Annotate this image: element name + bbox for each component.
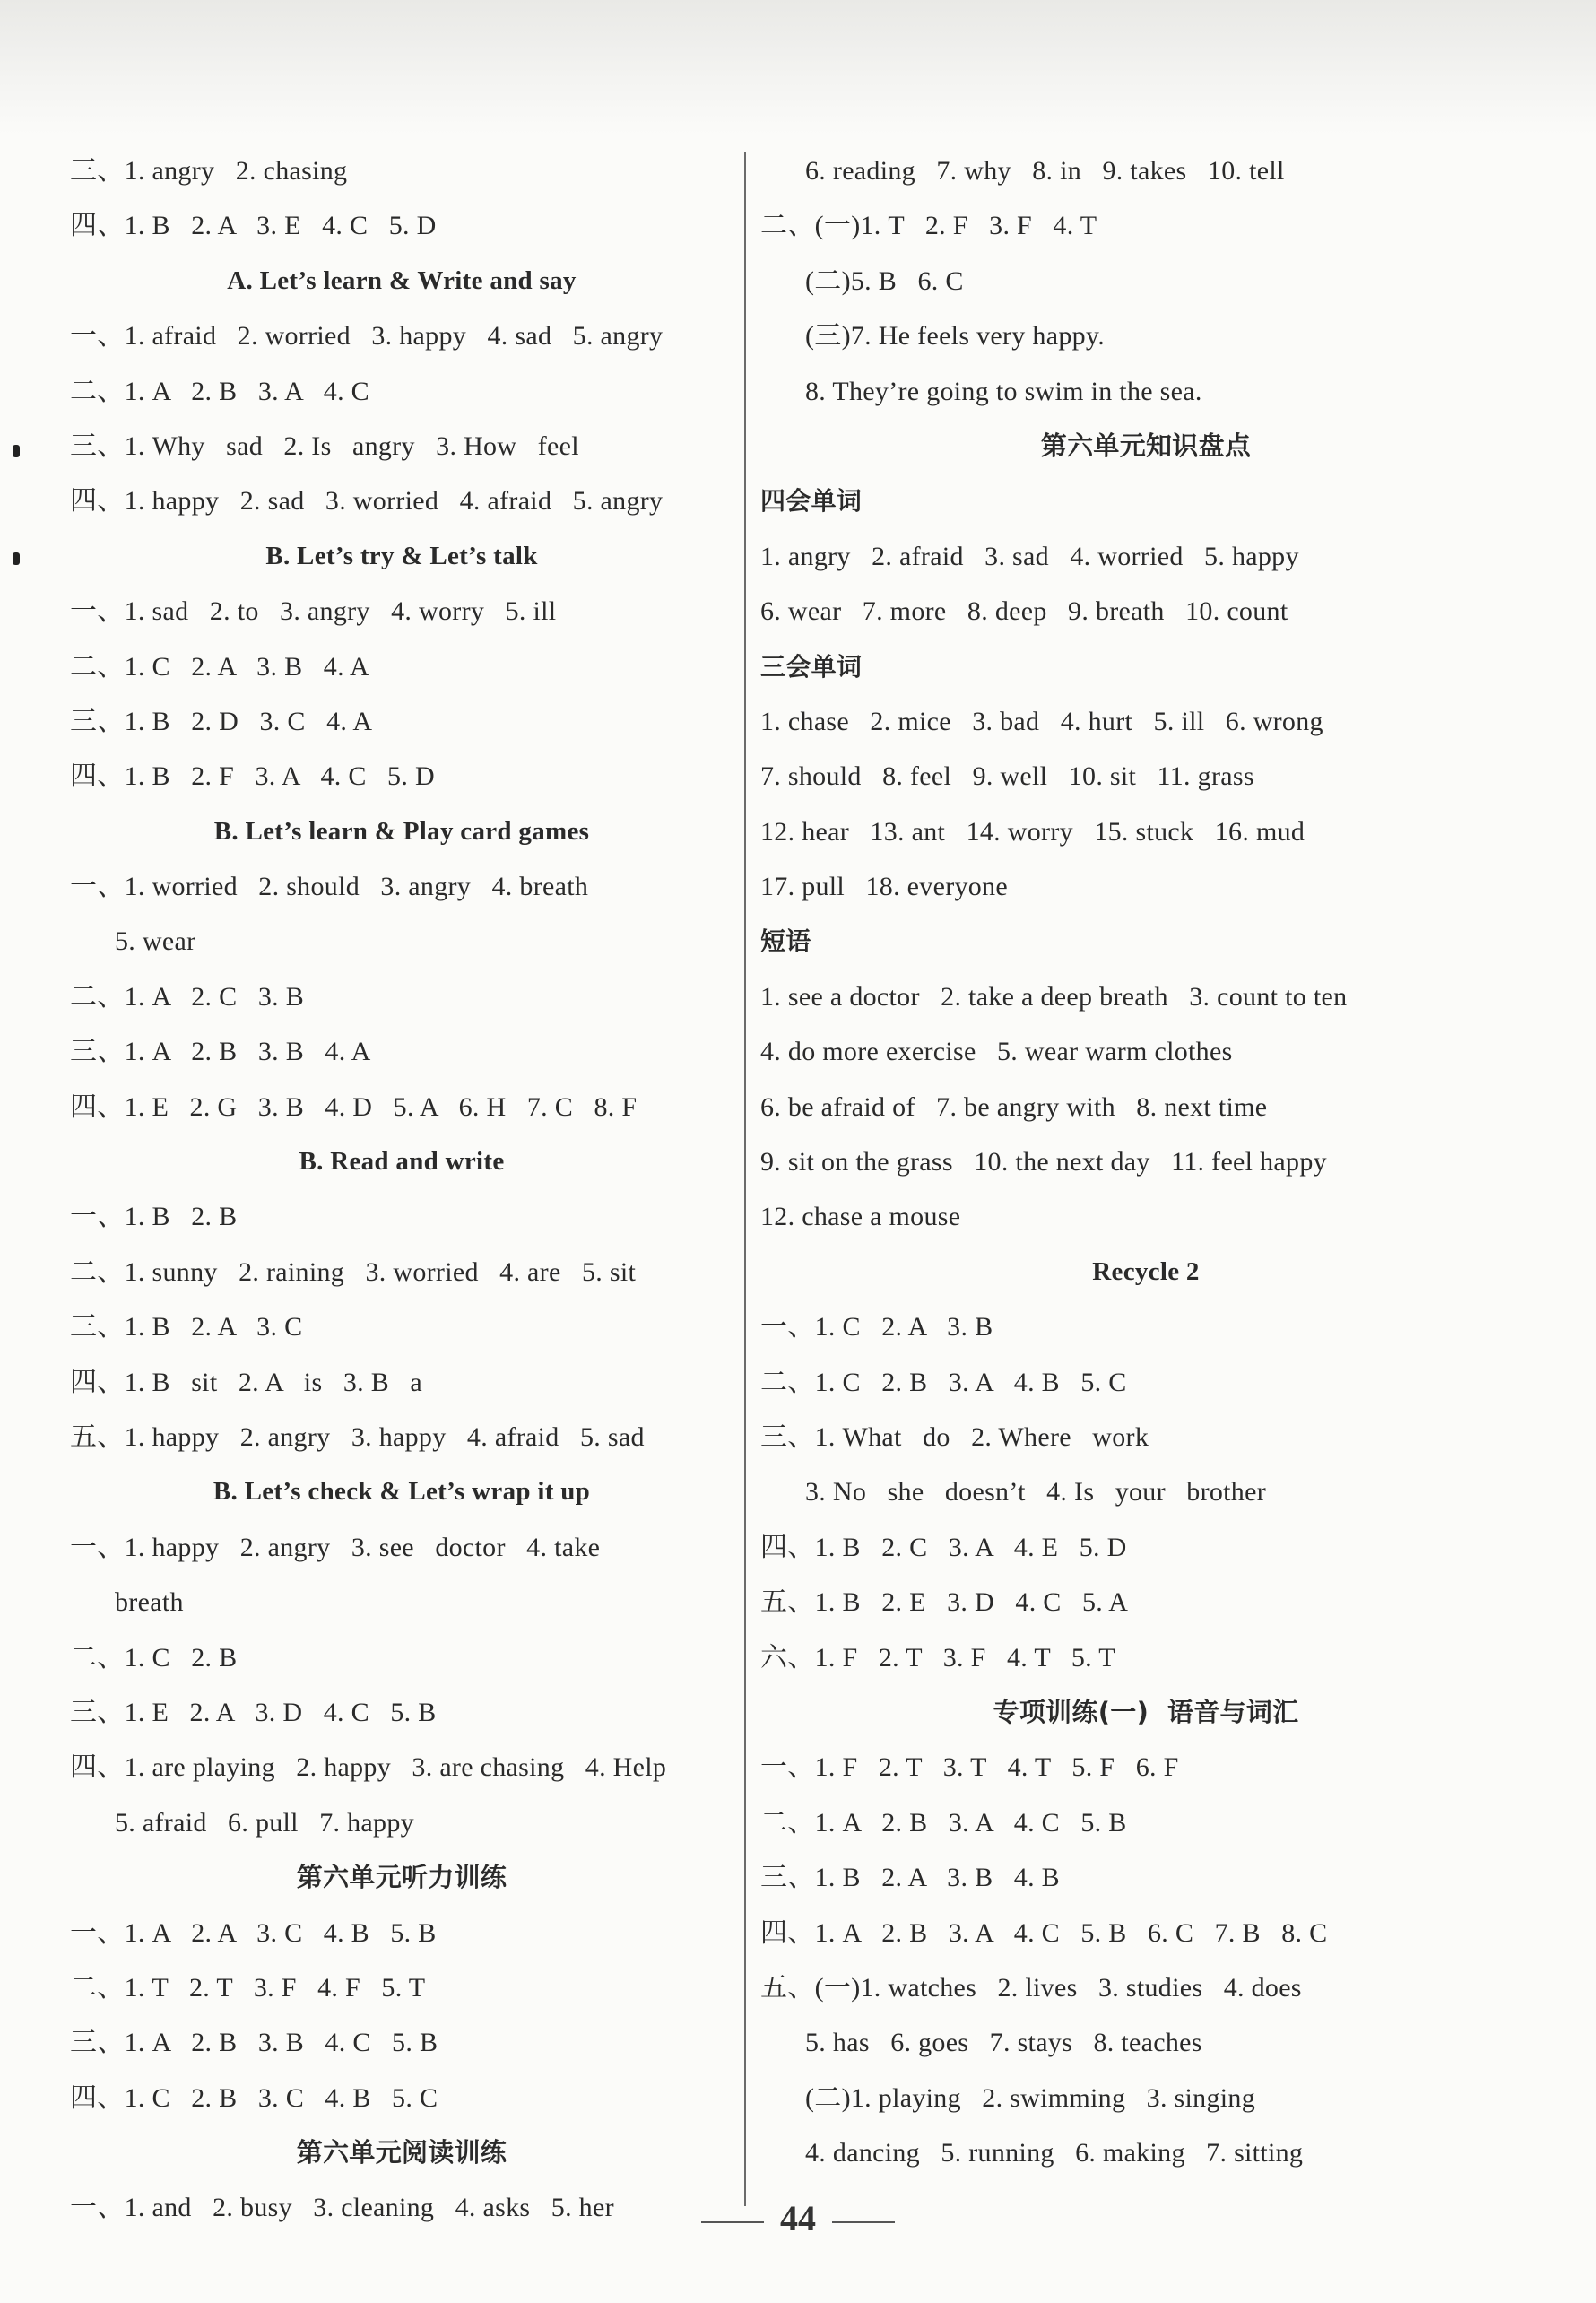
answer-column-left [70, 143, 733, 2236]
answer-line: 17. pull 18. everyone [760, 872, 1009, 902]
answer-line: 五、1. happy 2. angry 3. happy 4. afraid 5. sad [70, 1421, 645, 1452]
answer-line: 四、1. B 2. A 3. E 4. C 5. D [70, 211, 437, 241]
vocab-label: 三会单词 [760, 651, 863, 682]
answer-line: 二、(一)1. T 2. F 3. F 4. T [760, 211, 1097, 241]
answer-line: 一、1. afraid 2. worried 3. happy 4. sad 5. angry [70, 321, 664, 352]
answer-line-continued: breath [115, 1587, 184, 1618]
answer-line: 二、1. T 2. T 3. F 4. F 5. T [70, 1972, 426, 2003]
answer-line: 6. wear 7. more 8. deep 9. breath 10. count [760, 596, 1288, 627]
answer-line: 三、1. B 2. D 3. C 4. A [70, 706, 373, 736]
section-heading: 第六单元听力训练 [296, 1862, 507, 1893]
answer-line: 三、1. A 2. B 3. B 4. C 5. B [70, 2028, 438, 2058]
page-number-dash-right [832, 2221, 895, 2223]
answer-line: 四、1. happy 2. sad 3. worried 4. afraid 5. angry [70, 486, 664, 517]
answer-line: 7. should 8. feel 9. well 10. sit 11. grass [760, 761, 1254, 792]
answer-line: 一、1. B 2. B [70, 1202, 238, 1232]
answer-line: 二、1. A 2. B 3. A 4. C 5. B [760, 1807, 1127, 1838]
answer-line: 一、1. worried 2. should 3. angry 4. breath [70, 872, 589, 902]
answer-line: 三、1. B 2. A 3. C [70, 1312, 303, 1343]
answer-line: 三、1. B 2. A 3. B 4. B [760, 1863, 1060, 1893]
answer-line-continued: 5. afraid 6. pull 7. happy [115, 1807, 414, 1838]
page-top-band [0, 0, 1596, 135]
column-divider [744, 152, 746, 2206]
vocab-label: 短语 [760, 926, 811, 957]
section-heading: 专项训练(一) 语音与词汇 [993, 1696, 1299, 1727]
answer-line: 1. angry 2. afraid 3. sad 4. worried 5. happy [760, 541, 1299, 571]
answer-line: 四、1. B 2. C 3. A 4. E 5. D [760, 1532, 1127, 1562]
answer-line: 二、1. A 2. C 3. B [70, 981, 305, 1012]
answer-line: 四、1. E 2. G 3. B 4. D 5. A 6. H 7. C 8. F [70, 1091, 638, 1122]
answer-line: 一、1. happy 2. angry 3. see doctor 4. take [70, 1532, 601, 1562]
answer-line: 一、1. and 2. busy 3. cleaning 4. asks 5. her [70, 2193, 614, 2223]
answer-line: 二、1. C 2. B [70, 1642, 238, 1673]
answer-line: 一、1. F 2. T 3. T 4. T 5. F 6. F [760, 1752, 1179, 1783]
answer-line: 四、1. B sit 2. A is 3. B a [70, 1367, 423, 1397]
section-heading: Recycle 2 [1092, 1256, 1200, 1286]
section-heading: B. Let’s check & Let’s wrap it up [213, 1477, 591, 1507]
answer-line: 四、1. A 2. B 3. A 4. C 5. B 6. C 7. B 8. C [760, 1917, 1328, 1948]
page-number [0, 2197, 1596, 2239]
answer-line: 二、1. C 2. A 3. B 4. A [70, 651, 369, 682]
answer-line-continued: 6. reading 7. why 8. in 9. takes 10. tell [805, 156, 1285, 186]
answer-line: 1. chase 2. mice 3. bad 4. hurt 5. ill 6. wrong [760, 706, 1323, 736]
answer-line: 一、1. C 2. A 3. B [760, 1312, 993, 1343]
answer-line: 五、(一)1. watches 2. lives 3. studies 4. does [760, 1972, 1302, 2003]
section-heading: 第六单元阅读训练 [296, 2137, 507, 2168]
answer-column-right [760, 143, 1531, 2180]
answer-line-continued: (二)5. B 6. C [805, 265, 964, 296]
vocab-label: 四会单词 [760, 486, 863, 517]
answer-line: 四、1. B 2. F 3. A 4. C 5. D [70, 761, 435, 792]
answer-line: 三、1. What do 2. Where work [760, 1421, 1149, 1452]
answer-line: 一、1. sad 2. to 3. angry 4. worry 5. ill [70, 596, 557, 627]
answer-line: 五、1. B 2. E 3. D 4. C 5. A [760, 1587, 1129, 1618]
answer-line: 一、1. A 2. A 3. C 4. B 5. B [70, 1917, 437, 1948]
answer-line: 六、1. F 2. T 3. F 4. T 5. T [760, 1642, 1115, 1673]
answer-line: 三、1. E 2. A 3. D 4. C 5. B [70, 1697, 437, 1727]
page-number-dash-left [701, 2221, 764, 2223]
answer-line: 三、1. Why sad 2. Is angry 3. How feel [70, 430, 579, 461]
answer-line: 12. chase a mouse [760, 1202, 961, 1232]
answer-line: 12. hear 13. ant 14. worry 15. stuck 16. mud [760, 816, 1305, 847]
answer-line: 4. do more exercise 5. wear warm clothes [760, 1037, 1233, 1067]
section-heading: B. Let’s learn & Play card games [213, 816, 590, 846]
answer-line: 6. be afraid of 7. be angry with 8. next time [760, 1091, 1268, 1122]
margin-mark [13, 445, 20, 457]
answer-line: 二、1. A 2. B 3. A 4. C [70, 376, 369, 406]
margin-mark [13, 552, 20, 565]
answer-line: 二、1. sunny 2. raining 3. worried 4. are 5. sit [70, 1256, 637, 1287]
answer-line-continued: 5. has 6. goes 7. stays 8. teaches [805, 2028, 1202, 2058]
section-heading: 第六单元知识盘点 [1040, 430, 1252, 461]
answer-line: 1. see a doctor 2. take a deep breath 3. count to ten [760, 981, 1348, 1012]
answer-line-continued: (三)7. He feels very happy. [805, 321, 1106, 352]
answer-line-continued: (二)1. playing 2. swimming 3. singing [805, 2082, 1255, 2113]
answer-line: 三、1. A 2. B 3. B 4. A [70, 1037, 371, 1067]
section-heading: A. Let’s learn & Write and say [227, 265, 577, 295]
answer-line: 二、1. C 2. B 3. A 4. B 5. C [760, 1367, 1127, 1397]
answer-line: 四、1. are playing 2. happy 3. are chasing 4. Help [70, 1752, 667, 1783]
answer-line-continued: 3. No she doesn’t 4. Is your brother [805, 1477, 1267, 1508]
answer-line-continued: 8. They’re going to swim in the sea. [805, 376, 1202, 406]
section-heading: B. Read and write [299, 1147, 505, 1177]
answer-line: 9. sit on the grass 10. the next day 11. feel happy [760, 1147, 1327, 1178]
answer-line: 四、1. C 2. B 3. C 4. B 5. C [70, 2082, 438, 2113]
answer-line-continued: 4. dancing 5. running 6. making 7. sitting [805, 2138, 1304, 2168]
section-heading: B. Let’s try & Let’s talk [265, 541, 538, 570]
answer-line: 三、1. angry 2. chasing [70, 156, 348, 186]
page-number-text: 44 [780, 2198, 816, 2238]
answer-line-continued: 5. wear [115, 926, 196, 957]
